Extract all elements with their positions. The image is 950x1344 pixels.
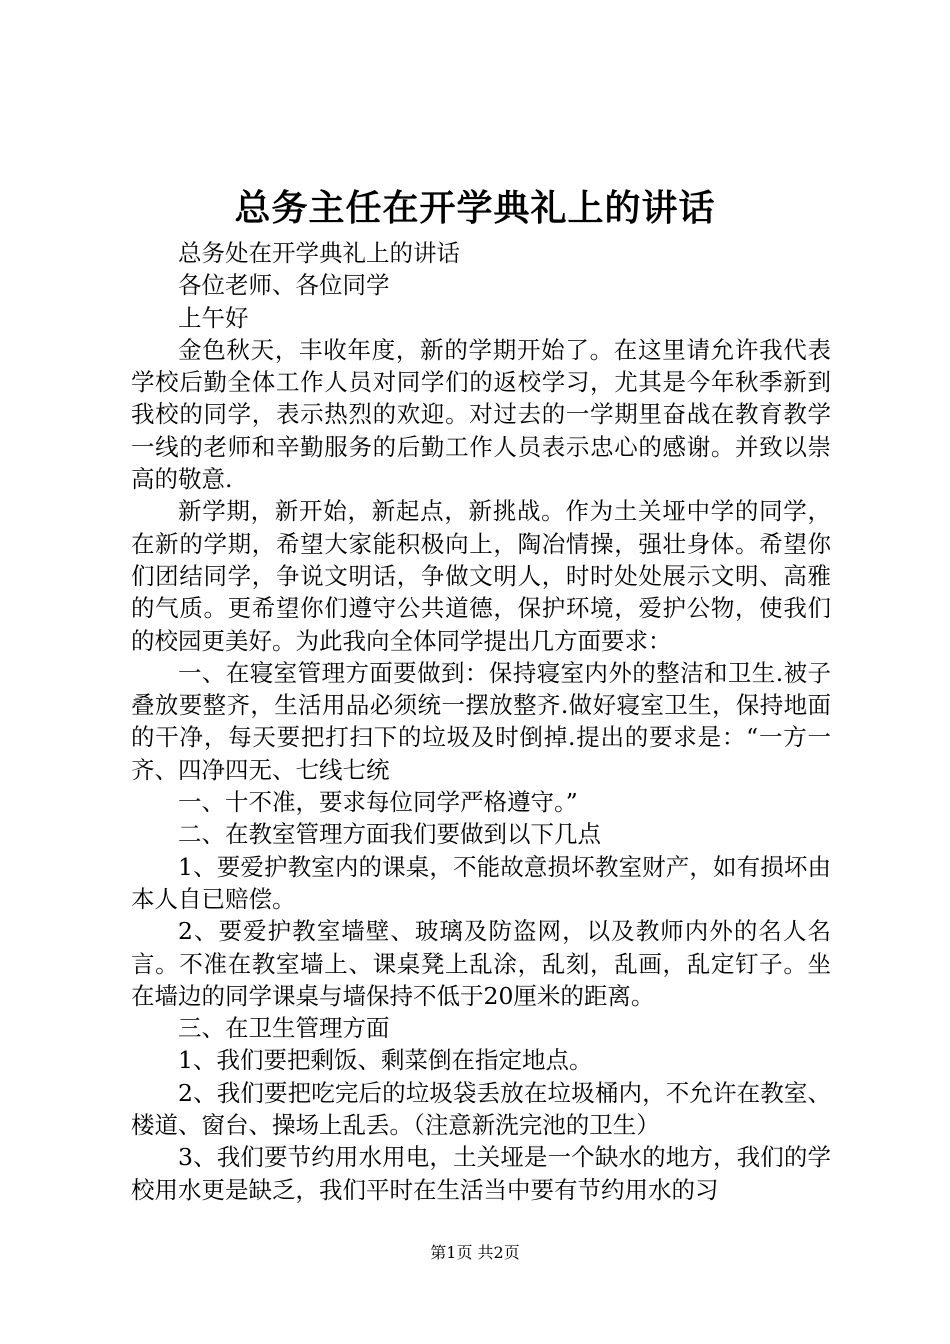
paragraph: 金色秋天，丰收年度，新的学期开始了。在这里请允许我代表学校后勤全体工作人员对同学们的返校学习，尤其是今年秋季新到我校的同学，表示热烈的欢迎。对过去的一学期里奋战在教育教学一线的老师和辛勤服务的后勤工作人员表示忠心的感谢。并致以崇高的敬意. (131, 335, 831, 494)
paragraph: 各位老师、各位同学 (178, 271, 390, 300)
document-body (131, 237, 831, 1206)
paragraph: 一、在寝室管理方面要做到：保持寝室内外的整洁和卫生.被子叠放要整齐，生活用品必须统一摆放整齐.做好寝室卫生，保持地面的干净，每天要把打扫下的垃圾及时倒掉.提出的要求是：“一方一齐、四净四无、七线七统 (131, 658, 831, 784)
paragraph: 1、要爱护教室内的课桌，不能故意损坏教室财产，如有损坏由本人自已赔偿。 (131, 852, 831, 913)
document-title: 总务主任在开学典礼上的讲话 (234, 187, 716, 229)
paragraph: 2、要爱护教室墙壁、玻璃及防盗网，以及教师内外的名人名言。不准在教室墙上、课桌凳上乱涂，乱刻，乱画，乱定钉子。坐在墙边的同学课桌与墙保持不低于20厘米的距离。 (131, 917, 831, 1010)
paragraph: 1、我们要把剩饭、剩菜倒在指定地点。 (178, 1046, 593, 1075)
paragraph: 新学期，新开始，新起点，新挑战。作为土关垭中学的同学，在新的学期，希望大家能积极向上，陶冶情操，强壮身体。希望你们团结同学，争说文明话，争做文明人，时时处处展示文明、高雅的气质。更希望你们遵守公共道德，保护环境，爱护公物，使我们的校园更美好。为此我向全体同学提出几方面要求： (131, 497, 831, 655)
paragraph: 3、我们要节约用水用电，土关垭是一个缺水的地方，我们的学校用水更是缺乏，我们平时在生活当中要有节约用水的习 (131, 1143, 831, 1204)
paragraph: 上午好 (178, 303, 249, 332)
paragraph: 二、在教室管理方面我们要做到以下几点 (178, 820, 601, 849)
paragraph: 总务处在开学典礼上的讲话 (178, 239, 460, 267)
page-footer: 第1页 共2页 (430, 1243, 520, 1262)
paragraph: 三、在卫生管理方面 (178, 1014, 390, 1043)
paragraph: 一、十不准，要求每位同学严格遵守。” (178, 788, 578, 817)
paragraph: 2、我们要把吃完后的垃圾袋丢放在垃圾桶内，不允许在教室、楼道、窗台、操场上乱丢。（注意新洗完池的卫生） (131, 1078, 831, 1140)
